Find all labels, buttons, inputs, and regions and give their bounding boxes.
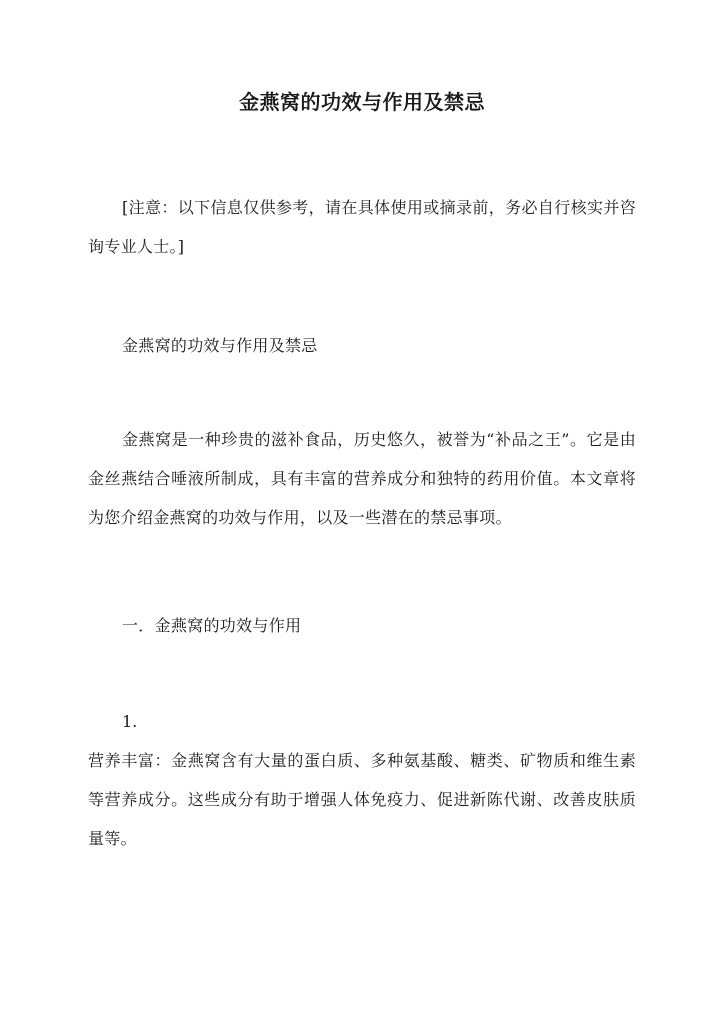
list-item-text: 营养丰富：金燕窝含有大量的蛋白质、多种氨基酸、糖类、矿物质和维生素等营养成分。这些成分有助于增强人体免疫力、促进新陈代谢、改善皮肤质量等。	[88, 751, 636, 848]
list-item-number: 1.	[122, 712, 138, 731]
notice-paragraph: [注意：以下信息仅供参考，请在具体使用或摘录前，务必自行核实并咨询专业人士。]	[88, 198, 636, 256]
document-title: 金燕窝的功效与作用及禁忌	[239, 90, 485, 114]
section-heading: 一．金燕窝的功效与作用	[122, 616, 302, 635]
subtitle-paragraph: 金燕窝的功效与作用及禁忌	[122, 336, 318, 355]
intro-paragraph: 金燕窝是一种珍贵的滋补食品，历史悠久，被誉为“补品之王”。它是由金丝燕结合唾液所制成，具有丰富的营养成分和独特的药用价值。本文章将为您介绍金燕窝的功效与作用，以及一些潜在的禁忌事项。	[88, 430, 636, 527]
